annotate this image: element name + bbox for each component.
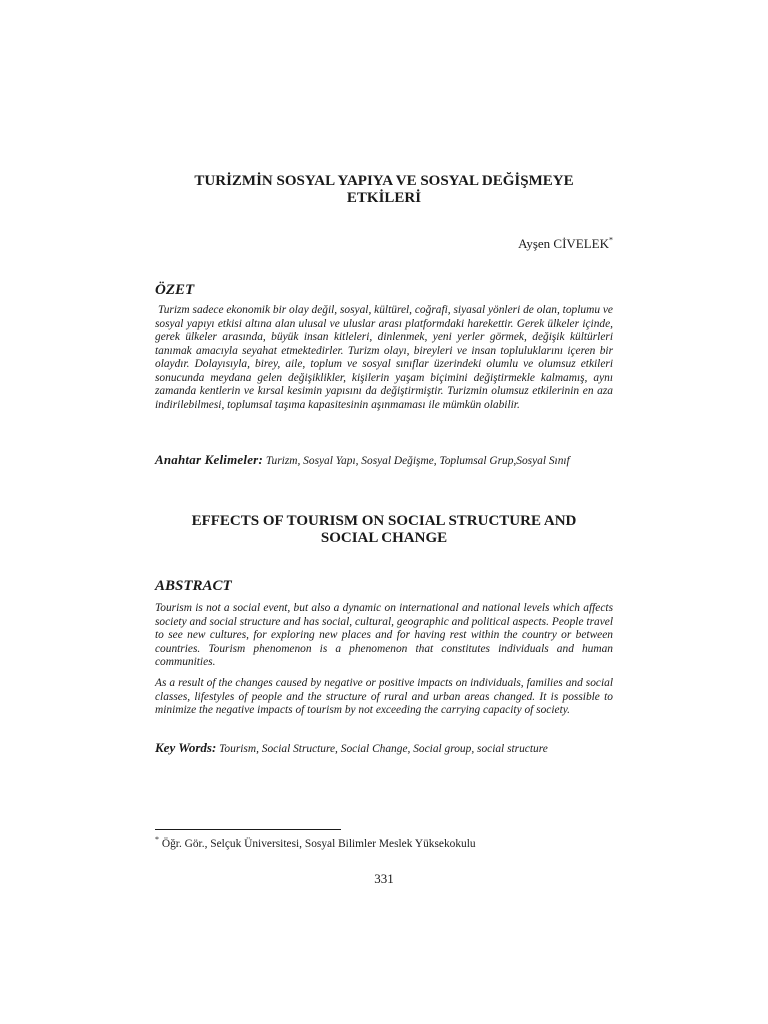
english-keywords [155, 741, 613, 756]
turkish-keywords-text: Turizm, Sosyal Yapı, Sosyal Değişme, Toplumsal Grup,Sosyal Sınıf [265, 455, 570, 467]
turkish-title-line2: ETKİLERİ [346, 190, 422, 206]
english-title-line1: EFFECTS OF TOURISM ON SOCIAL STRUCTURE AND [191, 513, 577, 529]
footnote-mark: * [155, 835, 159, 845]
author-name: Ayşen CİVELEK [518, 236, 609, 251]
ozet-paragraph: Turizm sadece ekonomik bir olay değil, sosyal, kültürel, coğrafi, siyasal yönleri de olan, toplumu ve sosyal yapıyı etkisi altına alan ulusal ve uluslar arası platformdaki harekettir. Gerek ülkeler içinde, gerek ülkeler arasında, büyük insan kitleleri, dinlenmek, yeni yerler görmek, değişik kültürleri tanımak amacıyla seyahat etmektedirler. Turizm olayı, bireyleri ve insan topluluklarını içeren bir olaydır. Dolayısıyla, birey, aile, toplum ve sosyal sınıflar üzerindeki olumlu ve olumsuz etkileri sonucunda meydana gelen değişiklikler, kişilerin yaşam biçimini değiştirmekle kalmamış, aynı zamanda kentlerin ve kırsal kesimin yapısını da değiştirmiştir. Turizmin olumsuz etkilerinin en aza indirilebilmesi, toplumsal taşıma kapasitesinin aşınmaması ile mümkün olabilir. [155, 304, 613, 411]
footnote [155, 837, 613, 851]
abstract-paragraph-2: As a result of the changes caused by negative or positive impacts on individuals, families and social classes, lifestyles of people and the structure of rural and urban areas changed. It is possible to minimize the negative impacts of tourism by not exceeding the carrying capacity of society. [155, 677, 613, 716]
turkish-keywords-label: Anahtar Kelimeler: [155, 452, 263, 467]
footnote-divider [155, 829, 341, 830]
page-number: 331 [374, 871, 394, 886]
abstract-heading: ABSTRACT [155, 578, 232, 594]
ozet-heading: ÖZET [155, 282, 195, 298]
abstract-paragraph-1: Tourism is not a social event, but also a dynamic on international and national levels which affects society and social structure and has social, cultural, geographic and political aspects. People travel to see new cultures, for exploring new places and for having rest within the country or between countries. Tourism phenomenon is a phenomenon that constitutes individuals and human communities. [155, 602, 613, 668]
footnote-text: Öğr. Gör., Selçuk Üniversitesi, Sosyal Bilimler Meslek Yüksekokulu [161, 838, 476, 850]
author-footnote-mark: * [609, 235, 613, 245]
english-title-line2: SOCIAL CHANGE [320, 530, 448, 546]
turkish-title [155, 173, 613, 207]
english-keywords-label: Key Words: [155, 740, 217, 755]
turkish-keywords [155, 453, 613, 468]
english-title [155, 513, 613, 547]
turkish-title-line1: TURİZMİN SOSYAL YAPIYA VE SOSYAL DEĞİŞMEYE [194, 173, 574, 189]
author [518, 236, 613, 251]
english-keywords-text: Tourism, Social Structure, Social Change, Social group, social structure [219, 743, 548, 755]
